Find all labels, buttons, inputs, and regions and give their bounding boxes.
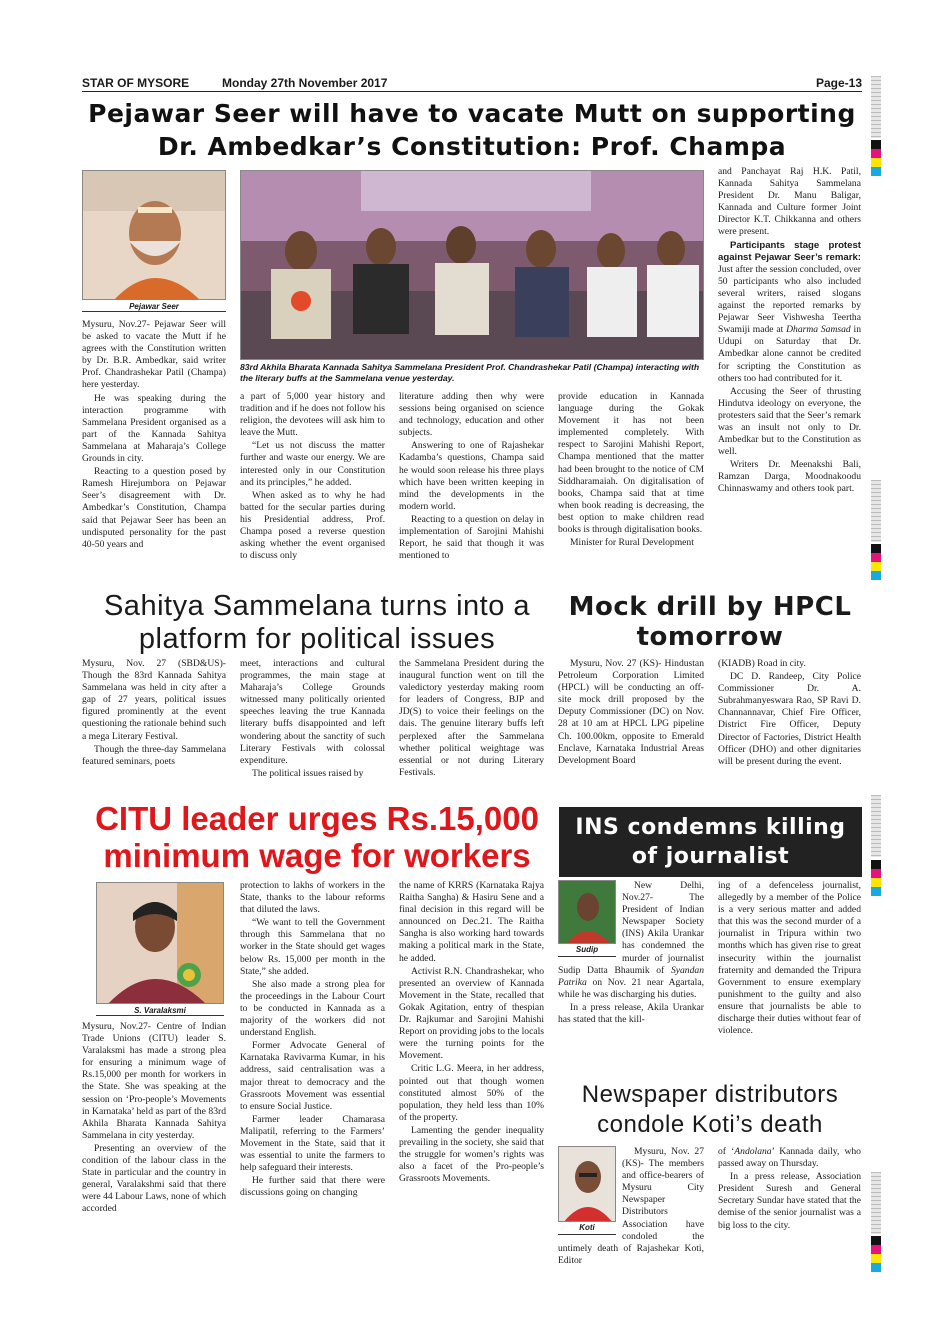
paragraph: Presenting an overview of the condition of the labour class in the State in particular and the country in general, Varalakshmi said that there were 44 Labour Laws, none of which accorded (82, 1142, 226, 1215)
portrait-caption: Pejawar Seer (82, 302, 226, 312)
paragraph: Reacting to a question on delay in implementation of Sarojini Mahishi Report, he said that though it was mentioned to (399, 513, 544, 562)
varalaksmi-photo (96, 882, 224, 1004)
article1-column-4 (558, 391, 704, 589)
portrait-caption: Sudip (558, 944, 616, 957)
article1-column-3 (399, 391, 544, 589)
paragraph: Answering to one of Rajashekar Kadamba’s questions, Champa said he would soon release his three plays which have been written keeping in mind the developments in the modern world. (399, 440, 544, 512)
headline-citu (82, 800, 552, 874)
paragraph: meet, interactions and cultural programmes, the main stage at Maharaja’s College Grounds witnessed many politically oriented speeches leaving the true Kannada literary buffs disappointed and left wondering about the sanctity of such Literary Festivals with colossal expenditure. (240, 658, 385, 766)
paragraph-text: on Nov. 21 near Agartala, while he was discharging his duties. (558, 976, 704, 1000)
color-swatch (871, 571, 881, 580)
article4-column-3 (399, 880, 544, 1266)
article5-column-2 (718, 880, 861, 1075)
headline-line: of journalist (631, 844, 790, 869)
color-swatch (871, 553, 881, 562)
paragraph-text: New Delhi, Nov.27- The President of Indian Newspaper Society (INS) Akila Urankar has condemned the murder of journalist Sudip Datta Bhaumik of (558, 880, 704, 976)
paragraph: She also made a strong plea for the proceedings in the Labour Court to be conducted in Kannada as a majority of the workers did not understand English. (240, 978, 385, 1039)
page-number: Page-13 (815, 76, 862, 90)
color-swatch (871, 1236, 881, 1245)
paragraph: DC D. Randeep, City Police Commissioner Dr. A. Subrahmanyeswara Rao, SP Ravi D. Channannavar, Chief Fire Officer, District Fire Officer, Deputy Director of Factories, District Health Officer (DHO) and other dignitaries will be present during the event. (718, 671, 861, 767)
headline-line: tomorrow (636, 622, 784, 652)
paragraph: Mysuru, Nov.27- Pejawar Seer will be asked to vacate the Mutt if he agrees with the Constitution written by Dr. B.R. Ambedkar, said writer Prof. Chandrashekar Patil (Champa) here yesterday. (82, 319, 226, 391)
color-marks (871, 1236, 881, 1272)
portrait-illustration (97, 883, 224, 1004)
headline-line: Newspaper distributors (581, 1081, 839, 1108)
headline-pejawar (82, 97, 862, 163)
paragraph: the name of KRRS (Karnataka Rajya Raitha Sangha) & Hasiru Sene and a final decision in this regard will be announced on Dec.21. The Raitha Sangha is also working hard towards making a political mark in the State, he added. (399, 880, 544, 964)
color-swatch (871, 860, 881, 869)
headline-line: minimum wage for workers (103, 837, 531, 874)
headline-koti (558, 1080, 862, 1140)
article2-column-1 (82, 658, 226, 790)
paragraph: a part of 5,000 year history and tradition and if he does not follow his religion, the devotees will ask him to leave the Mutt. (240, 391, 385, 439)
masthead (82, 74, 862, 92)
article3-column-1 (558, 658, 704, 790)
article1-column-5 (718, 166, 861, 589)
paragraph: Writers Dr. Meenakshi Bali, Ramzan Darga, Moodnakoodu Chinnaswamy and others took part. (718, 459, 861, 495)
paragraph: and Panchayat Raj H.K. Patil, Kannada Sahitya Sammelana President Dr. Manu Baligar, Kannada and Culture former Joint Director K.T. Chikkanna and others were present. (718, 166, 861, 238)
subheading: Participants stage protest against Pejawar Seer’s remark: (718, 239, 861, 263)
paragraph-text: in Udupi on Saturday that Dr. Ambedkar alone cannot be credited for scripting the Constitution as others too had contributed for it. (718, 324, 861, 384)
article2-column-3 (399, 658, 544, 790)
event-photo-caption: 83rd Akhila Bharata Kannada Sahitya Sammelana President Prof. Chandrashekar Patil (Champa) interacting with the literary buffs at the Sammelana venue yesterday. (240, 362, 700, 383)
color-swatch (871, 869, 881, 878)
paragraph: Minister for Rural Development (570, 537, 694, 549)
headline-ins (559, 807, 862, 877)
color-marks (871, 860, 881, 896)
newspaper-name: Syandan Patrika (558, 964, 704, 988)
venue-name: Dharma Samsad (786, 324, 851, 336)
article1-column-1 (82, 319, 226, 589)
article6-column-1 (558, 1146, 704, 1266)
paragraph: Activist R.N. Chandrashekar, who presented an overview of Kannada Movement in the State, recalled that Gokak Agitation, entry of thespian Dr. Rajkumar and Sarojini Mahishi Report on providing jobs to the locals were the turning points for the Movement. (399, 965, 544, 1062)
article2-column-2 (240, 658, 385, 790)
registration-band (871, 76, 881, 138)
headline-line: Mock drill by HPCL (568, 592, 852, 622)
paragraph: the Sammelana President during the inaugural function went on till the valedictory yesterday making room for leaders of Congress, BJP and JD(S) to voice their feelings on the dais. The genuine literary buffs left perplexed after the Sammelana whether political weightage was essential or not during Literary Festivals. (399, 658, 544, 778)
color-swatch (871, 158, 881, 167)
color-swatch (871, 140, 881, 149)
portrait-caption: Koti (558, 1222, 616, 1235)
registration-band (871, 1172, 881, 1234)
article1-column-2 (240, 391, 385, 589)
paragraph: Mysuru, Nov. 27 (KS)- Hindustan Petroleum Corporation Limited (HPCL) will be conducting an off-site mock drill proposed by the Deputy Commissioner (DC) on Nov. 28 at 10 am at HPCL LPG pipeline Ch. 100.00km, opposite to Emerald Enclave, Karnataka Industrial Areas Development Board (558, 658, 704, 766)
paragraph: ing of a defenceless journalist, allegedly by a member of the Police is a very serious matter and added that this was the second murder of a journalist in Tripura within two months which has given rise to great insecurity within the journalist fraternity and demanded the Tripura Government to ensure exemplary punishment to the guilty and also ensure that journalists be able to discharge their duties without fear of violence. (718, 880, 861, 1037)
article6-column-2 (718, 1146, 861, 1266)
newspaper-name: Andolana (734, 1146, 772, 1157)
event-photo-illustration (241, 171, 704, 360)
paragraph: Former Advocate General of Karnataka Ravivarma Kumar, in his address, said centralisation was a major threat to democracy and the Grassroots Movement was essential to ensure Social Justice. (240, 1040, 385, 1112)
article4-column-2 (240, 880, 385, 1266)
paragraph: In a press release, Akila Urankar has stated that the kill- (558, 1001, 704, 1026)
headline-sahitya-political (82, 590, 552, 656)
sudip-photo-block (558, 880, 616, 956)
color-swatch (871, 562, 881, 571)
registration-band (871, 480, 881, 542)
color-marks (871, 544, 881, 580)
color-marks (871, 140, 881, 176)
portrait-illustration (559, 881, 616, 944)
paragraph: “Let us not discuss the matter further and waste our energy. We are interested only in our Constitution and its principles,” he added. (240, 440, 385, 488)
koti-photo (558, 1146, 616, 1222)
article4-column-1 (82, 1021, 226, 1266)
paragraph: He further said that there were discussions going on changing (240, 1175, 385, 1199)
paragraph: Lamenting the gender inequality prevailing in the society, she said that the struggle for women’s rights was also a facet of the Pro-people’s Grassroots Movements. (399, 1124, 544, 1185)
color-swatch (871, 887, 881, 896)
color-swatch (871, 878, 881, 887)
headline-mock-drill (558, 592, 862, 652)
registration-band (871, 795, 881, 857)
paragraph: Mysuru, Nov.27- Centre of Indian Trade Unions (CITU) leader S. Varalaksmi has made a strong plea for ensuring a minimum wage of Rs.15,000 per month for workers in the State. She was speaking at the session on ‘Pro-people’s Movements in Karnataka’ held as part of the 83rd Akhila Bharata Kannada Sahitya Sammelana in city yesterday. (82, 1021, 226, 1141)
headline-line: Dr. Ambedkar’s Constitution: Prof. Champa (157, 132, 787, 161)
paragraph: Though the three-day Sammelana featured seminars, poets (82, 743, 226, 767)
paragraph-text: ’ Kannada daily, who passed away on Thursday. (718, 1146, 861, 1170)
paragraph-text: Just after the session concluded, over 50 participants who also included several writers, raised slogans against the reported remarks by Pejawar Seer Vishwesha Teertha Swamiji made at (718, 263, 861, 336)
sammelana-interaction-photo (240, 170, 704, 360)
headline-line: CITU leader urges Rs.15,000 (95, 800, 539, 837)
headline-line: INS condemns killing (575, 815, 846, 840)
color-swatch (871, 149, 881, 158)
paragraph: He was speaking during the interaction programme with Sammelana President organised as a part of the Kannada Sahitya Sammelana at Maharaja’s College Grounds in city. (82, 392, 226, 465)
paragraph: Critic L.G. Meera, in her address, pointed out that though women constituted almost 50% of the population, they held less than 10% of the property. (399, 1063, 544, 1123)
portrait-caption: S. Varalaksmi (96, 1006, 224, 1016)
koti-photo-block (558, 1146, 616, 1234)
headline-line: Sahitya Sammelana turns into a (103, 590, 531, 622)
paragraph: Reacting to a question posed by Ramesh Hirejumbora on Pejawar Seer’s disagreement with Dr. Ambedkar’s Constitution, Champa said that Pejawar Seer has been an undisputed personality for the past 40-50 years and (82, 466, 226, 550)
article3-column-2 (718, 658, 861, 790)
color-swatch (871, 1245, 881, 1254)
pejawar-seer-photo (82, 170, 226, 300)
sudip-photo (558, 880, 616, 944)
headline-line: platform for political issues (138, 623, 496, 655)
portrait-illustration (83, 171, 226, 300)
article5-column-1 (558, 880, 704, 1075)
color-swatch (871, 167, 881, 176)
paragraph: Mysuru, Nov. 27 (KS)- The members and office-bearers of Mysuru City Newspaper Distributors Association have condoled the untimely death of Rajashekar Koti, Editor (558, 1146, 704, 1266)
paragraph: In a press release, Association President Suresh and General Secretary Sundar have stated that the demise of the senior journalist was a big loss to the city. (718, 1171, 861, 1231)
color-swatch (871, 544, 881, 553)
color-swatch (871, 1263, 881, 1272)
portrait-illustration (559, 1147, 616, 1222)
paragraph: Farmer leader Chamarasa Malipatil, referring to the Farmers’ Movement in the State, said that it was essential to unite the farmers to help safeguard their interests. (240, 1113, 385, 1174)
paragraph: “We want to tell the Government through this Sammelana that no worker in the State should get wages below Rs. 15,000 per month in the State,” she added. (240, 917, 385, 977)
paragraph: (KIADB) Road in city. (718, 658, 806, 669)
paragraph: Accusing the Seer of thrusting Hindutva ideology on everyone, the protesters said that the Seer’s remark was an insult not only to Dr. Ambedkar but to the Constitution as well. (718, 385, 861, 458)
paragraph-text: of ‘ (718, 1146, 735, 1157)
paragraph: Mysuru, Nov. 27 (SBD&US)- Though the 83rd Kannada Sahitya Sammelana was held in city after a gap of 27 years, political issues figured prominently at the event questioning the rationale behind such a mega Literary Festival. (82, 658, 226, 742)
paragraph: protection to lakhs of workers in the State, thanks to the labour reforms that diluted the laws. (240, 880, 385, 916)
paragraph: literature adding then why were sessions being organised on science and technology, education and other subjects. (399, 391, 544, 439)
paragraph: When asked as to why he had batted for the secular parties during his Presidential address, Prof. Champa posed a reverse question asking whether the event organised to discuss only (240, 489, 385, 562)
paragraph: The political issues raised by (252, 767, 364, 779)
publication-name: STAR OF MYSORE (82, 76, 190, 90)
paragraph: provide education in Kannada language during the Gokak Movement it has not been implemented completely. With respect to Sarojini Mahishi Report, Champa mentioned that the matter had been brought to the notice of CM Siddharamaiah. On digitalisation of books, Champa said that at time when book reading is decreasing, the best option to make children read books is through digitalisation books. (558, 391, 704, 536)
headline-line: condole Koti’s death (597, 1111, 823, 1138)
headline-line: Pejawar Seer will have to vacate Mutt on supporting (88, 99, 856, 128)
issue-date: Monday 27th November 2017 (222, 76, 388, 90)
color-swatch (871, 1254, 881, 1263)
